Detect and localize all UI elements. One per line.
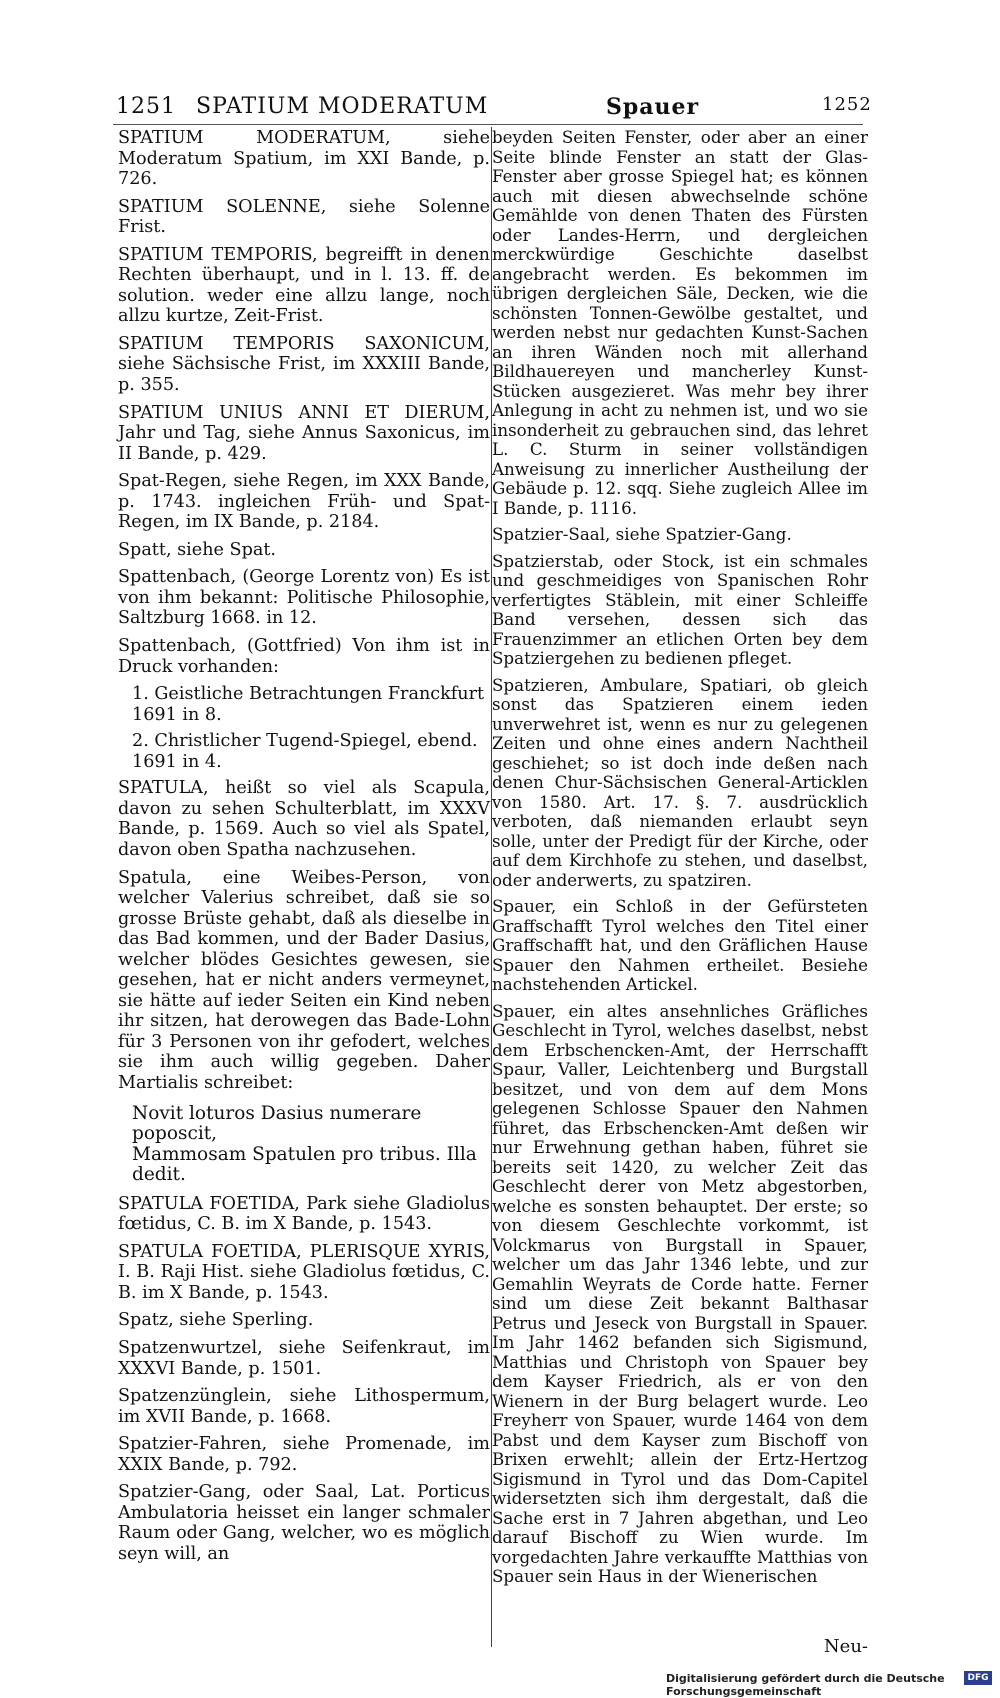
page-number-left: 1251 (116, 94, 176, 119)
entry: Spatzenzünglein, siehe Lithospermum, im XVII Bande, p. 1668. (118, 1386, 490, 1427)
entry: Spatzieren, Ambulare, Spatiari, ob gleich sonst das Spatzieren einem ieden unverwehret ist, wenn es nur zu gelegenen Zeiten und ohne eines andern Nachtheil geschiehet; so ist doch inde deßen nach denen Chur-Sächsischen General-Articklen von 1580. Art. 17. §. 7. ausdrücklich verboten, daß niemanden erlaubt seyn solle, unter der Predigt für der Kirche, oder auf dem Kirchhofe zu stehen, und daselbst, oder anderwerts, zu spatziren. (492, 674, 868, 890)
entry: SPATIUM SOLENNE, siehe Solenne Frist. (118, 196, 490, 238)
list-item: 2. Christlicher Tugend-Spiegel, ebend. 1691 in 4. (132, 731, 478, 772)
page-number-right: 1252 (822, 94, 872, 115)
entry: Spattenbach, (Gottfried) Von ihm ist in Druck vorhanden: (118, 636, 490, 677)
entry: Spatt, siehe Spat. (118, 539, 277, 560)
quote-line: Novit loturos Dasius numerare poposcit, (132, 1102, 422, 1145)
entry: Spattenbach, (George Lorentz von) Es ist von ihm bekannt: Politische Philosophie, Saltzburg 1668. in 12. (118, 567, 490, 629)
running-title: SPATIUM MODERATUM (196, 94, 489, 119)
entry: Spatzenwurtzel, siehe Seifenkraut, im XXXVI Bande, p. 1501. (118, 1337, 490, 1379)
entry: SPATULA FOETIDA, PLERISQUE XYRIS, I. B. Raji Hist. siehe Gladiolus fœtidus, C. B. im X Bande, p. 1543. (118, 1241, 490, 1303)
latin-quotation (118, 1104, 490, 1186)
entry: Spatzier-Saal, siehe Spatzier-Gang. (492, 524, 792, 544)
entry: SPATIUM UNIUS ANNI ET DIERUM, Jahr und Tag, siehe Annus Saxonicus, im II Bande, p. 429. (118, 402, 490, 464)
dfg-logo: DFG (964, 1671, 992, 1685)
entry: Spatz, siehe Sperling. (118, 1310, 314, 1331)
left-column (118, 128, 490, 1571)
entry: Spauer, ein Schloß in der Gefürsteten Graffschafft Tyrol welches den Titel einer Graffschafft hat, und den Gräflichen Hause Spauer den Nahmen ertheilet. Besiehe nachstehenden Artickel. (492, 896, 868, 994)
entry: beyden Seiten Fenster, oder aber an einer Seite blinde Fenster an statt der Glas-Fenster aber grosse Spiegel hat; es können auch mit diesen abwechselnde schöne Gemählde von denen Thaten des Fürsten oder Landes-Herrn, und dergleichen merckwürdige Geschichte daselbst angebracht werden. Es bekommen im übrigen dergleichen Säle, Decken, wie die schönsten Tonnen-Gewölbe gestaltet, und werden nebst nur gedachten Kunst-Sachen an ihren Wänden noch mit allerhand Bildhauereyen und mancherley Kunst-Stücken ausgezieret. Was mehr bey ihrer Anlegung in acht zu nehmen ist, und wo sie insonderheit zu gebrauchen sind, das lehret L. C. Sturm in seiner vollständigen Anweisung zu innerlicher Austheilung der Gebäude p. 12. sqq. Siehe zugleich Allee im I Bande, p. 1116. (492, 127, 868, 518)
catchword: Neu- (823, 1636, 868, 1657)
quote-line: Mammosam Spatulen pro tribus. Illa dedit. (132, 1143, 477, 1186)
entry: SPATIUM TEMPORIS SAXONICUM, siehe Sächsische Frist, im XXXIII Bande, p. 355. (118, 333, 490, 396)
entry: SPATULA FOETIDA, Park siehe Gladiolus fœtidus, C. B. im X Bande, p. 1543. (118, 1193, 490, 1235)
entry: Spatzier-Fahren, siehe Promenade, im XXIX Bande, p. 792. (118, 1434, 490, 1475)
list-item: 1. Geistliche Betrachtungen Franckfurt 1691 in 8. (132, 684, 485, 725)
head-catchword: Spauer (606, 94, 700, 120)
entry: SPATIUM MODERATUM, siehe Moderatum Spatium, im XXI Bande, p. 726. (118, 128, 490, 190)
header-rule (113, 124, 863, 125)
entry: SPATIUM TEMPORIS, begreifft in denen Rechten überhaupt, und in l. 13. ff. de solution. weder eine allzu lange, noch allzu kurtze, Zeit-Frist. (118, 244, 490, 327)
publication-list (118, 684, 490, 772)
entry: Spat-Regen, siehe Regen, im XXX Bande, p. 1743. ingleichen Früh- und Spat-Regen, im IX Bande, p. 2184. (118, 471, 490, 533)
entry: Spatzierstab, oder Stock, ist ein schmales und geschmeidiges von Spanischen Rohr verfertigtes Stäblein, mit einer Schleiffe Band versehen, dessen sich das Frauenzimmer an etlichen Orten bey dem Spatziergehen zu bedienen pfleget. (492, 550, 868, 668)
entry: Spatula, eine Weibes-Person, von welcher Valerius schreibet, daß sie so grosse Brüste gehabt, daß als dieselbe in das Bad kommen, und der Bader Dasius, welcher blödes Gesichtes gewesen, sie gesehen, hat er nicht anders vermeynet, sie hätte auf ieder Seiten ein Kind neben ihr sitzen, hat derowegen das Bade-Lohn für 3 Personen von ihr gefodert, welches sie ihm auch willig gegeben. Daher Martialis schreibet: (118, 867, 490, 1093)
digitization-credit: Digitalisierung gefördert durch die Deutsche Forschungsgemeinschaft (666, 1672, 945, 1698)
entry: SPATULA, heißt so viel als Scapula, davon zu sehen Schulterblatt, im XXXV Bande, p. 1569. Auch so viel als Spatel, davon oben Spatha nachzusehen. (118, 778, 490, 860)
entry: Spatzier-Gang, oder Saal, Lat. Porticus Ambulatoria heisset ein langer schmaler Raum oder Gang, welcher, wo es möglich seyn will, an (118, 1482, 490, 1564)
right-column (492, 128, 868, 1594)
entry: Spauer, ein altes ansehnliches Gräfliches Geschlecht in Tyrol, welches daselbst, nebst dem Erbschencken-Amt, der Herrschafft Spaur, Valler, Leichtenberg und Burgstall besitzet, und von dem auf dem Mons gelegenen Schlosse Spauer den Nahmen führet, das Erbschencken-Amt deßen wir nur Erwehnung gethan haben, führet sie bereits seit 1420, zu welcher Zeit das Geschlecht derer von Metz abgestorben, welche es sonsten behauptet. Der erste; so von diesem Geschlechte vorkommt, ist Volckmarus von Burgstall in Spauer, welcher um das Jahr 1346 lebte, und zur Gemahlin Weyrats de Corde hatte. Ferner sind um diese Zeit bekannt Balthasar Petrus und Jeseck von Burgstall in Spauer. Im Jahr 1462 befanden sich Sigismund, Matthias und Christoph von Spauer bey dem Kayser Friedrich, als er von den Wienern in der Burg belagert wurde. Leo Freyherr von Spauer, wurde 1464 von dem Pabst und dem Kayser zum Bischoff von Brixen erwehlt; allein der Ertz-Hertzog Sigismund in Tyrol und das Dom-Capitel widersetzten sich ihm dergestalt, daß die Sache erst in 7 Jahren abgethan, und Leo darauf Bischoff zu Wien wurde. Im vorgedachten Jahre verkauffte Matthias von Spauer sein Haus in der Wienerischen (492, 1000, 868, 1586)
